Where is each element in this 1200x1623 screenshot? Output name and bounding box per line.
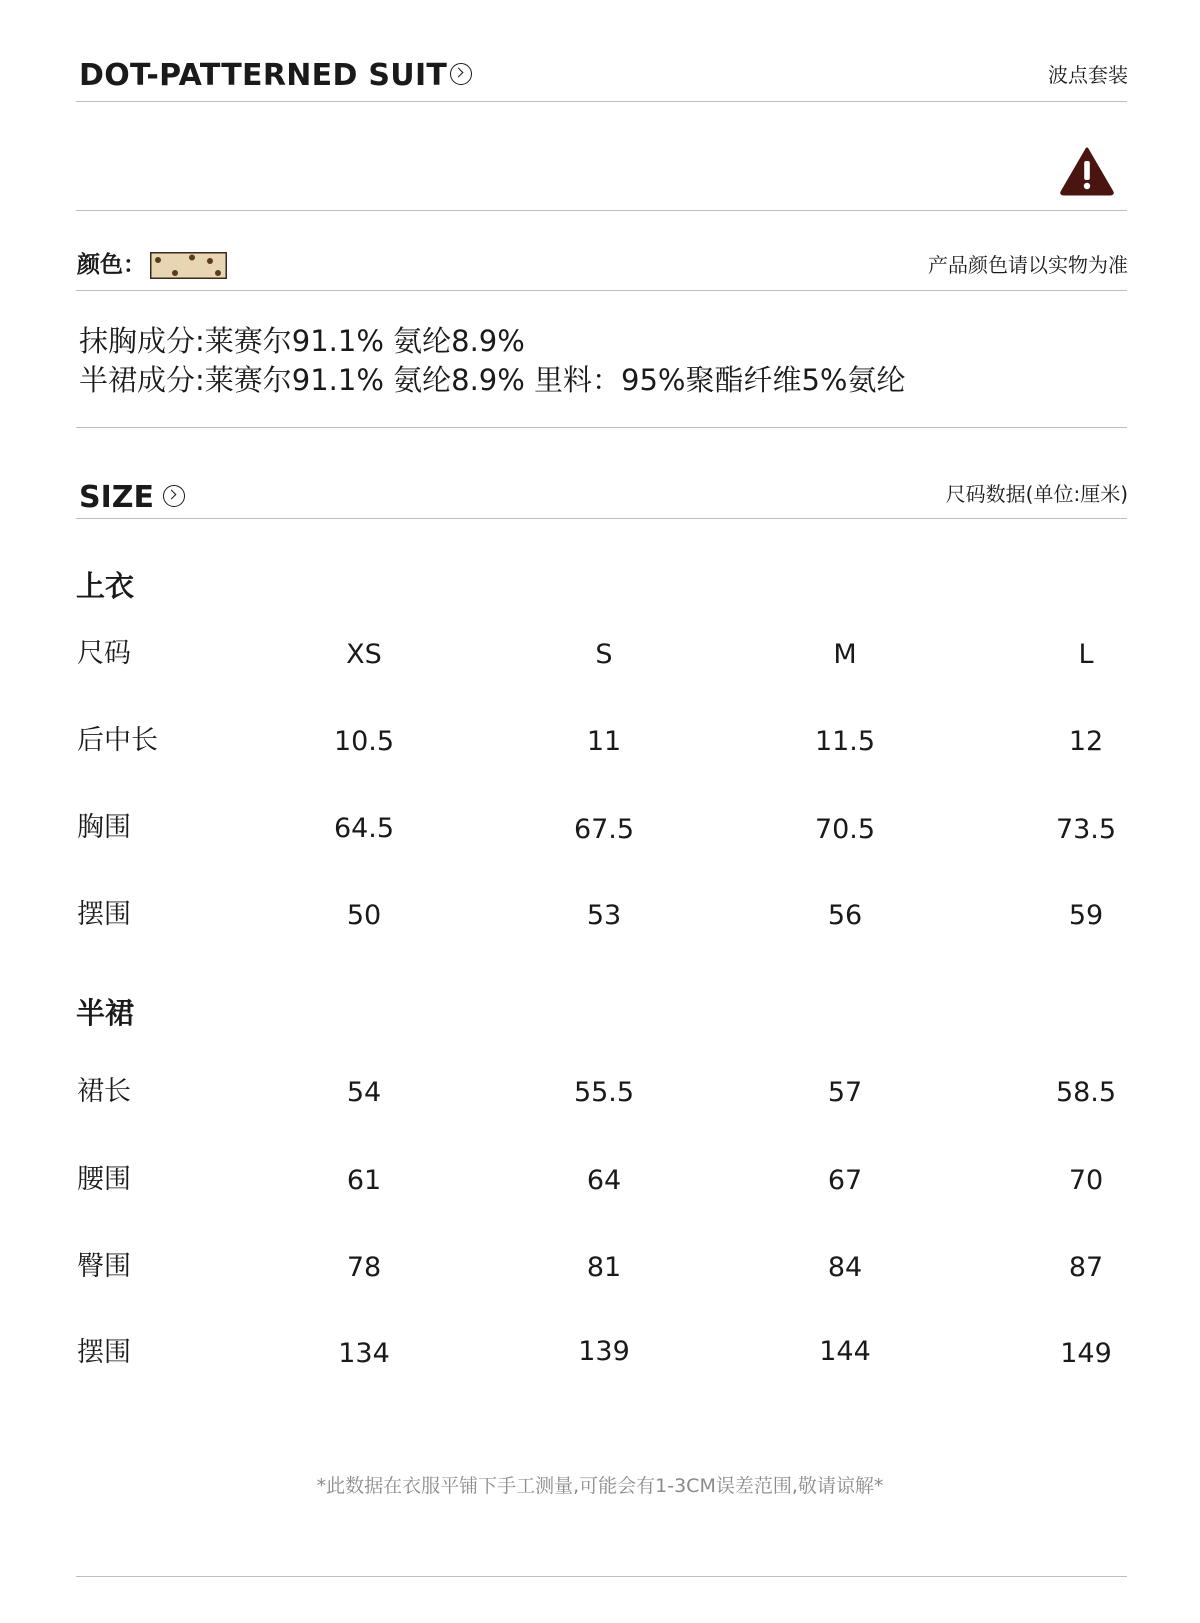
divider — [76, 427, 1127, 428]
table-cell: 10.5 — [333, 726, 395, 757]
table-cell: 55.5 — [573, 1077, 635, 1108]
table-cell: 58.5 — [1055, 1077, 1117, 1108]
table-cell: 67 — [827, 1165, 863, 1196]
table-cell: 70 — [1068, 1165, 1104, 1196]
table-cell: 67.5 — [573, 814, 635, 845]
table-cell: 84 — [827, 1252, 863, 1283]
table-cell: 149 — [1060, 1338, 1112, 1369]
size-header-s: S — [595, 639, 613, 670]
size-title — [79, 478, 185, 518]
table-cell: 78 — [346, 1252, 382, 1283]
table-cell: 64.5 — [333, 813, 395, 844]
table-cell: 56 — [827, 900, 863, 931]
chevron-right-circle-icon[interactable] — [450, 63, 472, 85]
table-cell: 54 — [346, 1077, 382, 1108]
product-title — [79, 56, 472, 96]
divider — [76, 1576, 1127, 1577]
table-cell: 53 — [586, 900, 622, 931]
size-header-l: L — [1078, 639, 1094, 670]
table-cell: 12 — [1068, 726, 1104, 757]
table-cell: 81 — [586, 1252, 622, 1283]
table-cell: 57 — [827, 1077, 863, 1108]
table-cell: 139 — [578, 1336, 630, 1367]
size-header-xs: XS — [346, 639, 382, 670]
product-title-cn: 波点套装 — [1048, 63, 1128, 87]
table-cell: 11 — [586, 726, 622, 757]
row-label: 尺码 — [77, 638, 131, 669]
table-cell: 61 — [346, 1165, 382, 1196]
table-cell: 50 — [346, 900, 382, 931]
row-label: 摆围 — [77, 1337, 131, 1368]
composition-top: 抹胸成分:莱赛尔91.1% 氨纶8.9% — [79, 324, 525, 358]
table-cell: 64 — [586, 1165, 622, 1196]
table-cell: 87 — [1068, 1252, 1104, 1283]
table-cell: 134 — [338, 1338, 390, 1369]
size-title-text: SIZE — [79, 480, 155, 515]
table-cell: 73.5 — [1055, 814, 1117, 845]
size-unit-note: 尺码数据(单位:厘米) — [945, 482, 1128, 506]
composition — [79, 322, 905, 400]
color-note: 产品颜色请以实物为准 — [928, 253, 1128, 277]
section-heading-skirt: 半裙 — [76, 996, 135, 1030]
table-cell: 70.5 — [814, 814, 876, 845]
row-label: 摆围 — [77, 899, 131, 930]
size-header-m: M — [833, 639, 857, 670]
table-cell: 59 — [1068, 900, 1104, 931]
polka-dot-swatch — [150, 252, 227, 279]
section-heading-top: 上衣 — [76, 569, 135, 603]
row-label: 后中长 — [77, 725, 158, 756]
chevron-right-circle-icon[interactable] — [163, 485, 185, 507]
divider — [76, 210, 1127, 211]
table-cell: 144 — [819, 1336, 871, 1367]
row-label: 腰围 — [77, 1164, 131, 1195]
warning-icon — [1059, 146, 1115, 196]
composition-skirt: 半裙成分:莱赛尔91.1% 氨纶8.9% 里料：95%聚酯纤维5%氨纶 — [79, 363, 906, 397]
row-label: 臀围 — [77, 1251, 131, 1282]
table-cell: 11.5 — [814, 726, 876, 757]
divider — [76, 290, 1127, 291]
divider — [76, 518, 1127, 519]
row-label: 裙长 — [77, 1076, 131, 1107]
measurement-footnote: *此数据在衣服平铺下手工测量,可能会有1-3CM误差范围,敬请谅解* — [316, 1475, 884, 1497]
color-label: 颜色： — [77, 252, 146, 278]
row-label: 胸围 — [77, 812, 131, 843]
product-title-text: DOT-PATTERNED SUIT — [79, 58, 448, 93]
divider — [76, 101, 1127, 102]
